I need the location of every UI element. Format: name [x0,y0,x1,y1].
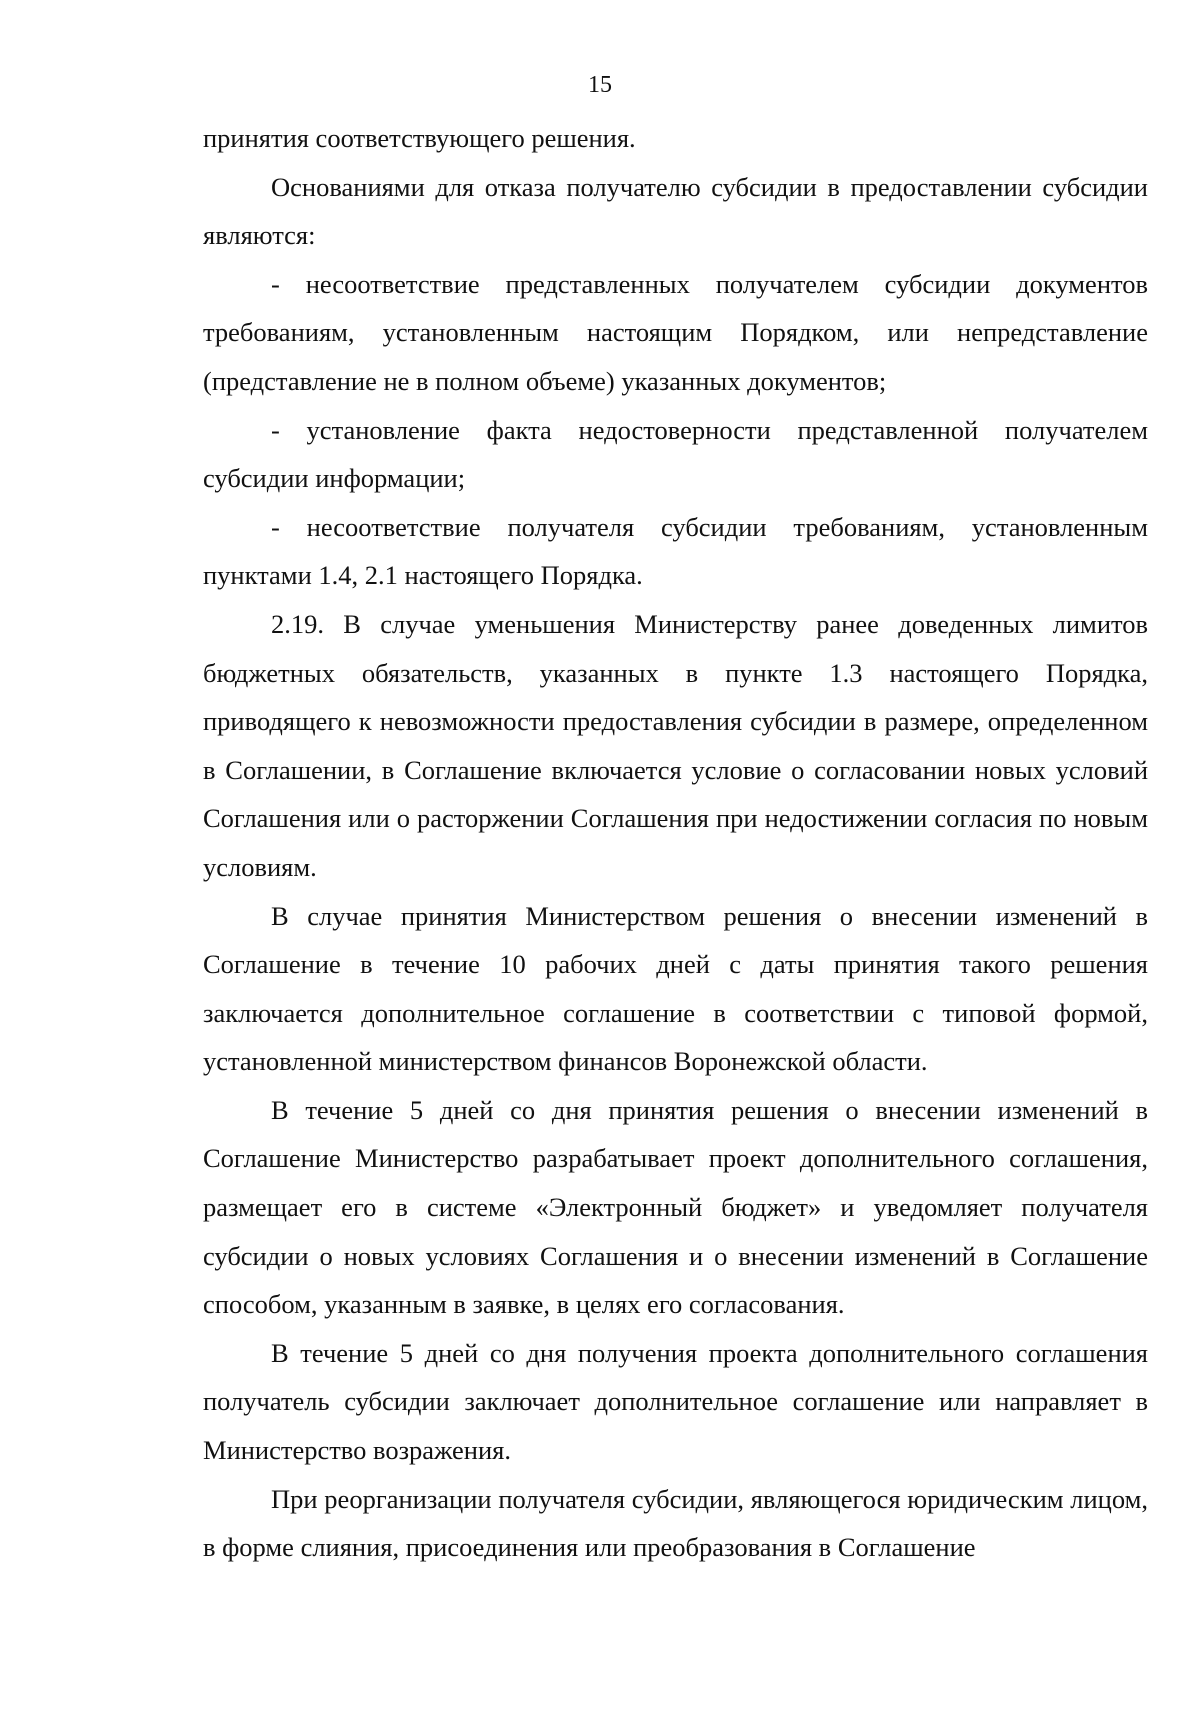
list-item-documents-mismatch: - несоответствие представленных получателем субсидии документов требованиям, установленным настоящим Порядком, или непредставление (представление не в полном объеме) указанных документов; [203,268,1148,396]
paragraph-refusal-grounds: Основаниями для отказа получателю субсидии в предоставлении субсидии являются: [203,171,1148,251]
list-item-recipient-mismatch: - несоответствие получателя субсидии требованиям, установленным пунктами 1.4, 2.1 настоящего Порядка. [203,511,1148,591]
page-number: 15 [588,72,612,98]
paragraph-2-19: 2.19. В случае уменьшения Министерству ранее доведенных лимитов бюджетных обязательств, указанных в пункте 1.3 настоящего Порядка, приводящего к невозможности предоставления субсидии в размере, определенном в Соглашении, в Соглашение включается условие о согласовании новых условий Соглашения или о расторжении Соглашения при недостижении согласия по новым условиям. [203,608,1148,882]
paragraph-continuation: принятия соответствующего решения. [203,123,636,153]
list-item-unreliable-info: - установление факта недостоверности представленной получателем субсидии информации; [203,414,1148,494]
document-body [203,114,1148,1572]
paragraph-recipient-response: В течение 5 дней со дня получения проекта дополнительного соглашения получатель субсидии заключает дополнительное соглашение или направляет в Министерство возражения. [203,1337,1148,1466]
paragraph-reorganization: При реорганизации получателя субсидии, являющегося юридическим лицом, в форме слияния, присоединения или преобразования в Соглашение [203,1483,1148,1563]
paragraph-draft-agreement: В течение 5 дней со дня принятия решения о внесении изменений в Соглашение Министерство разрабатывает проект дополнительного соглашения, размещает его в системе «Электронный бюджет» и уведомляет получателя субсидии о новых условиях Соглашения и о внесении изменений в Соглашение способом, указанным в заявке, в целях его согласования. [203,1094,1148,1320]
paragraph-amendment-decision: В случае принятия Министерством решения о внесении изменений в Соглашение в течение 10 рабочих дней с даты принятия такого решения заключается дополнительное соглашение в соответствии с типовой формой, установленной министерством финансов Воронежской области. [203,900,1148,1077]
